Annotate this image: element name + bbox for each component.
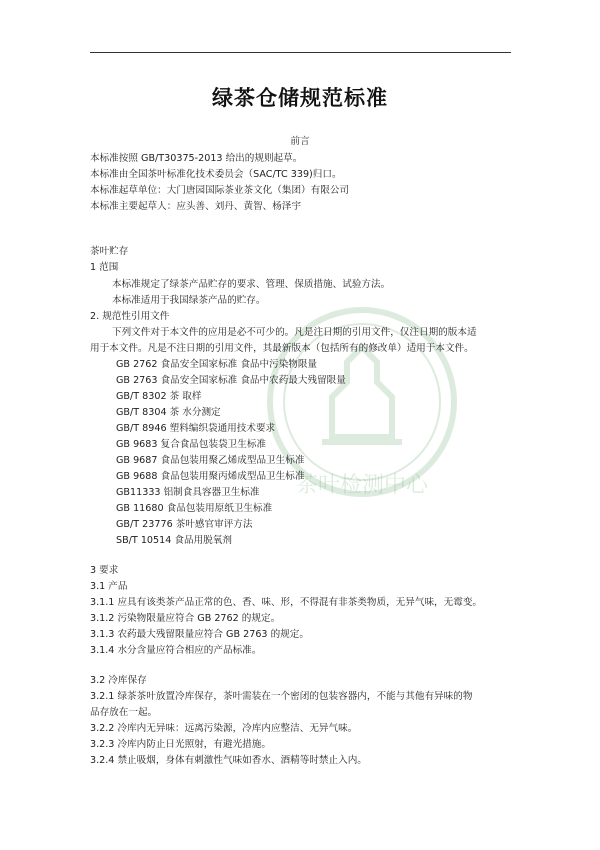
reference-item: GB/T 23776 茶叶感官审评方法 (116, 519, 253, 530)
clause-line: 3.1.1 应具有该类茶产品正常的色、香、味、形，不得混有非茶类物质，无异气味，无霉变。 (90, 597, 483, 608)
paragraph-line: 本标准适用于我国绿茶产品的贮存。 (112, 295, 266, 306)
reference-item: GB 9687 食品包装用聚乙烯成型品卫生标准 (116, 455, 305, 466)
document-title: 绿茶仓储规范标准 (212, 86, 388, 110)
reference-item: GB 9683 复合食品包装袋卫生标准 (116, 439, 267, 450)
foreword-line: 本标准由全国茶叶标准化技术委员会（SAC/TC 339)归口。 (90, 169, 342, 180)
header-rule (90, 52, 511, 53)
reference-item: GB11333 铝制食具容器卫生标准 (116, 487, 260, 498)
reference-item: GB 11680 食品包装用原纸卫生标准 (116, 503, 273, 514)
clause-line: 品存放在一起。 (90, 707, 158, 718)
section-title: 茶叶贮存 (90, 246, 129, 257)
clause-line: 3.2.1 绿茶茶叶放置冷库保存，茶叶需装在一个密闭的包装容器内，不能与其他有异味的物 (90, 691, 473, 702)
reference-item: GB 2762 食品安全国家标准 食品中污染物限量 (116, 359, 318, 370)
clause-line: 3.1.3 农药最大残留限量应符合 GB 2763 的规定。 (90, 629, 309, 640)
foreword-line: 本标准起草单位：大门唐园国际茶业茶文化（集团）有限公司 (90, 185, 350, 196)
reference-item: SB/T 10514 食品用脱氧剂 (116, 535, 232, 546)
foreword-line: 本标准按照 GB/T30375-2013 给出的规则起草。 (90, 153, 303, 164)
reference-item: GB/T 8946 塑料编织袋通用技术要求 (116, 423, 276, 434)
clause-line: 3.2.4 禁止吸烟，身体有刺激性气味如香水、酒精等时禁止入内。 (90, 755, 367, 766)
section-heading: 2. 规范性引用文件 (90, 311, 170, 322)
section-heading: 3 要求 (90, 565, 119, 576)
foreword-line: 本标准主要起草人：应头善、刘丹、黄智、杨泽宇 (90, 201, 302, 212)
section-heading: 1 范围 (90, 262, 119, 273)
subsection-heading: 3.1 产品 (90, 581, 128, 592)
subsection-heading: 3.2 冷库保存 (90, 675, 147, 686)
seal-text: 茶叶检测中心 (295, 473, 429, 498)
paragraph-line: 用于本文件。凡是不注日期的引用文件，其最新版本（包括所有的修改单）适用于本文件。 (90, 343, 474, 354)
reference-item: GB 9688 食品包装用聚丙烯成型品卫生标准 (116, 471, 305, 482)
reference-item: GB/T 8304 茶 水分测定 (116, 407, 221, 418)
clause-line: 3.2.2 冷库内无异味：远离污染源，冷库内应整洁、无异气味。 (90, 723, 358, 734)
reference-item: GB/T 8302 茶 取样 (116, 391, 202, 402)
paragraph-line: 本标准规定了绿茶产品贮存的要求、管理、保质措施、试验方法。 (112, 279, 391, 290)
clause-line: 3.1.2 污染物限量应符合 GB 2762 的规定。 (90, 613, 281, 624)
clause-line: 3.1.4 水分含量应符合相应的产品标准。 (90, 645, 262, 656)
foreword-heading: 前言 (290, 136, 310, 147)
clause-line: 3.2.3 冷库内防止日光照射，有避光措施。 (90, 739, 271, 750)
paragraph-line: 下列文件对于本文件的应用是必不可少的。凡是注日期的引用文件，仅注日期的版本适 (112, 327, 477, 338)
reference-item: GB 2763 食品安全国家标准 食品中农药最大残留限量 (116, 375, 346, 386)
